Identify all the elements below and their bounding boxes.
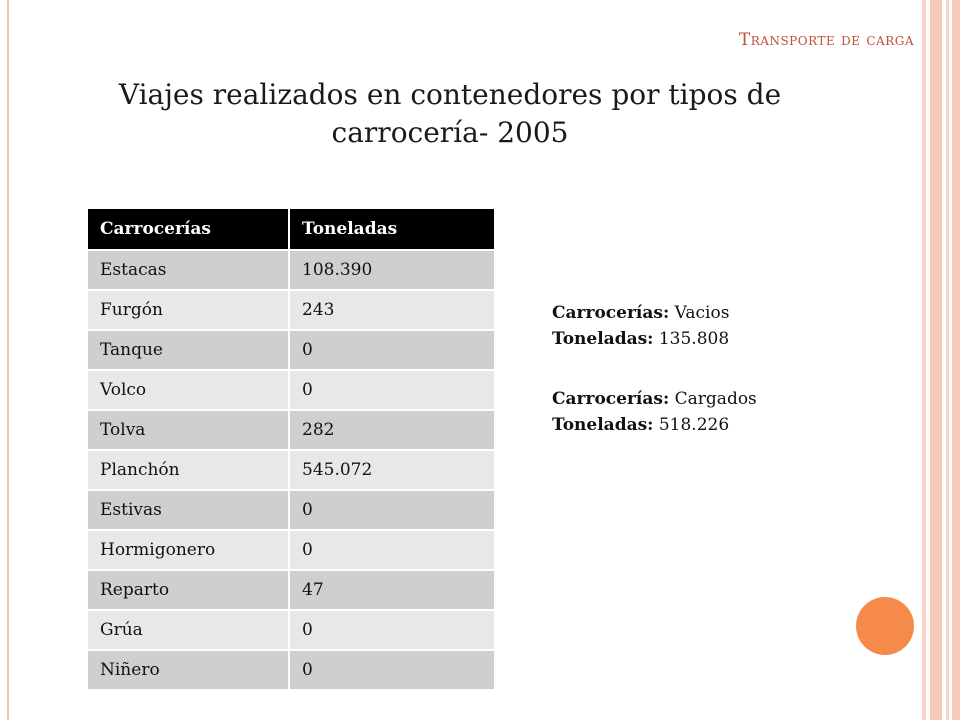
- summary-cargados-toneladas: [552, 412, 757, 438]
- cell-carroceria: Tanque: [88, 330, 289, 370]
- left-border-line: [7, 0, 9, 720]
- cell-carroceria: Hormigonero: [88, 530, 289, 570]
- summary-label: Carrocerías:: [552, 389, 670, 409]
- cell-toneladas: 0: [289, 370, 494, 410]
- summary-label: Carrocerías:: [552, 303, 670, 323]
- summary-value: 135.808: [658, 329, 730, 349]
- cell-carroceria: Furgón: [88, 290, 289, 330]
- summary-value: Vacios: [674, 303, 730, 323]
- cell-toneladas: 282: [289, 410, 494, 450]
- summary-spacer: [552, 352, 757, 386]
- slide-title: Viajes realizados en contenedores por tipos de carrocería- 2005: [118, 78, 782, 149]
- decorative-stripe: [946, 0, 949, 720]
- table-row: [88, 290, 494, 330]
- column-header-carrocerias: Carrocerías: [88, 209, 289, 250]
- cell-toneladas: 545.072: [289, 450, 494, 490]
- decorative-circle: [856, 597, 914, 655]
- table-row: [88, 410, 494, 450]
- decorative-stripe: [952, 0, 960, 720]
- cell-carroceria: Estacas: [88, 250, 289, 290]
- cell-carroceria: Planchón: [88, 450, 289, 490]
- cell-toneladas: 243: [289, 290, 494, 330]
- summary-vacios-toneladas: [552, 326, 757, 352]
- cell-carroceria: Niñero: [88, 650, 289, 689]
- cell-carroceria: Estivas: [88, 490, 289, 530]
- table-row: [88, 450, 494, 490]
- table-row: [88, 330, 494, 370]
- cell-toneladas: 47: [289, 570, 494, 610]
- table-row: [88, 250, 494, 290]
- cell-toneladas: 0: [289, 490, 494, 530]
- summary-label: Toneladas:: [552, 415, 654, 435]
- summary-block: [552, 300, 757, 438]
- summary-cargados-carrocerias: [552, 386, 757, 412]
- cell-carroceria: Tolva: [88, 410, 289, 450]
- section-label: Transporte de carga: [738, 30, 914, 50]
- table-row: [88, 370, 494, 410]
- summary-vacios-carrocerias: [552, 300, 757, 326]
- table-row: [88, 530, 494, 570]
- cell-toneladas: 108.390: [289, 250, 494, 290]
- decorative-stripe: [930, 0, 942, 720]
- carrocerias-table: [88, 209, 494, 689]
- table-row: [88, 650, 494, 689]
- table-row: [88, 610, 494, 650]
- cell-carroceria: Grúa: [88, 610, 289, 650]
- table-row: [88, 570, 494, 610]
- column-header-toneladas: Toneladas: [289, 209, 494, 250]
- summary-value: 518.226: [658, 415, 730, 435]
- cell-toneladas: 0: [289, 530, 494, 570]
- cell-carroceria: Volco: [88, 370, 289, 410]
- cell-toneladas: 0: [289, 330, 494, 370]
- table-row: [88, 490, 494, 530]
- cell-toneladas: 0: [289, 610, 494, 650]
- summary-label: Toneladas:: [552, 329, 654, 349]
- summary-value: Cargados: [674, 389, 757, 409]
- table-header-row: [88, 209, 494, 250]
- cell-toneladas: 0: [289, 650, 494, 689]
- cell-carroceria: Reparto: [88, 570, 289, 610]
- decorative-stripe: [922, 0, 926, 720]
